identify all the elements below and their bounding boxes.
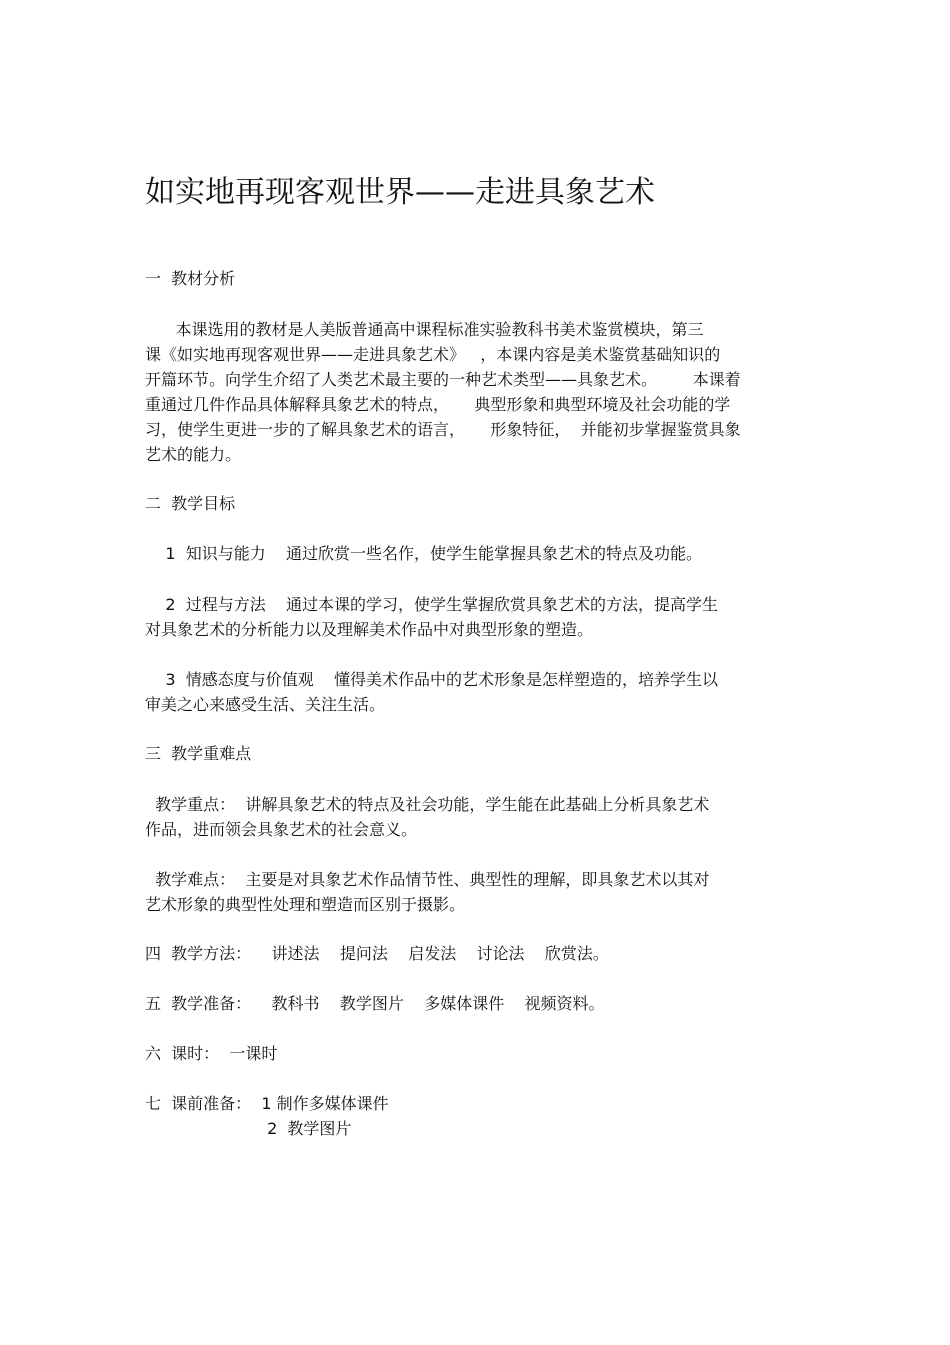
goal-item-process-cont: 对具象艺术的分析能力以及理解美术作品中对典型形象的塑造。: [145, 620, 594, 639]
paragraph-line: 本课选用的教材是人美版普通高中课程标准实验教科书美术鉴赏模块，第三: [145, 320, 704, 339]
section-heading-material-analysis: 一 教材分析: [145, 269, 236, 288]
difficult-point-line-cont: 艺术形象的典型性处理和塑造而区别于摄影。: [145, 895, 466, 914]
paragraph-line: 课《如实地再现客观世界——走进具象艺术》 ，本课内容是美术鉴赏基础知识的: [145, 345, 721, 364]
paragraph-line: 艺术的能力。: [145, 445, 242, 464]
goal-item-emotion-cont: 审美之心来感受生活、关注生活。: [145, 695, 386, 714]
paragraph-line: 开篇环节。向学生介绍了人类艺术最主要的一种艺术类型——具象艺术。 本课着: [145, 370, 741, 389]
paragraph-line: 习，使学生更进一步的了解具象艺术的语言， 形象特征， 并能初步掌握鉴赏具象: [145, 420, 741, 439]
pre-class-preparation-item: 2 教学图片: [145, 1119, 352, 1138]
document-title: 如实地再现客观世界——走进具象艺术: [145, 175, 655, 210]
key-point-line-cont: 作品，进而领会具象艺术的社会意义。: [145, 820, 418, 839]
section-heading-key-points: 三 教学重难点: [145, 744, 252, 763]
section-heading-teaching-goals: 二 教学目标: [145, 494, 236, 513]
section-class-hours: 六 课时： 一课时: [145, 1044, 278, 1063]
goal-item-knowledge: 1 知识与能力 通过欣赏一些名作，使学生能掌握具象艺术的特点及功能。: [145, 544, 703, 563]
section-pre-class-preparation: 七 课前准备： 1 制作多媒体课件: [145, 1094, 389, 1113]
section-teaching-methods: 四 教学方法： 讲述法 提问法 启发法 讨论法 欣赏法。: [145, 944, 609, 963]
difficult-point-line: 教学难点： 主要是对具象艺术作品情节性、典型性的理解，即具象艺术以其对: [145, 870, 710, 889]
goal-item-process: 2 过程与方法 通过本课的学习，使学生掌握欣赏具象艺术的方法，提高学生: [145, 595, 719, 614]
goal-item-emotion: 3 情感态度与价值观 懂得美术作品中的艺术形象是怎样塑造的，培养学生以: [145, 670, 719, 689]
section-teaching-preparation: 五 教学准备： 教科书 教学图片 多媒体课件 视频资料。: [145, 994, 605, 1013]
key-point-line: 教学重点： 讲解具象艺术的特点及社会功能，学生能在此基础上分析具象艺术: [145, 795, 710, 814]
paragraph-line: 重通过几件作品具体解释具象艺术的特点， 典型形象和典型环境及社会功能的学: [145, 395, 731, 414]
